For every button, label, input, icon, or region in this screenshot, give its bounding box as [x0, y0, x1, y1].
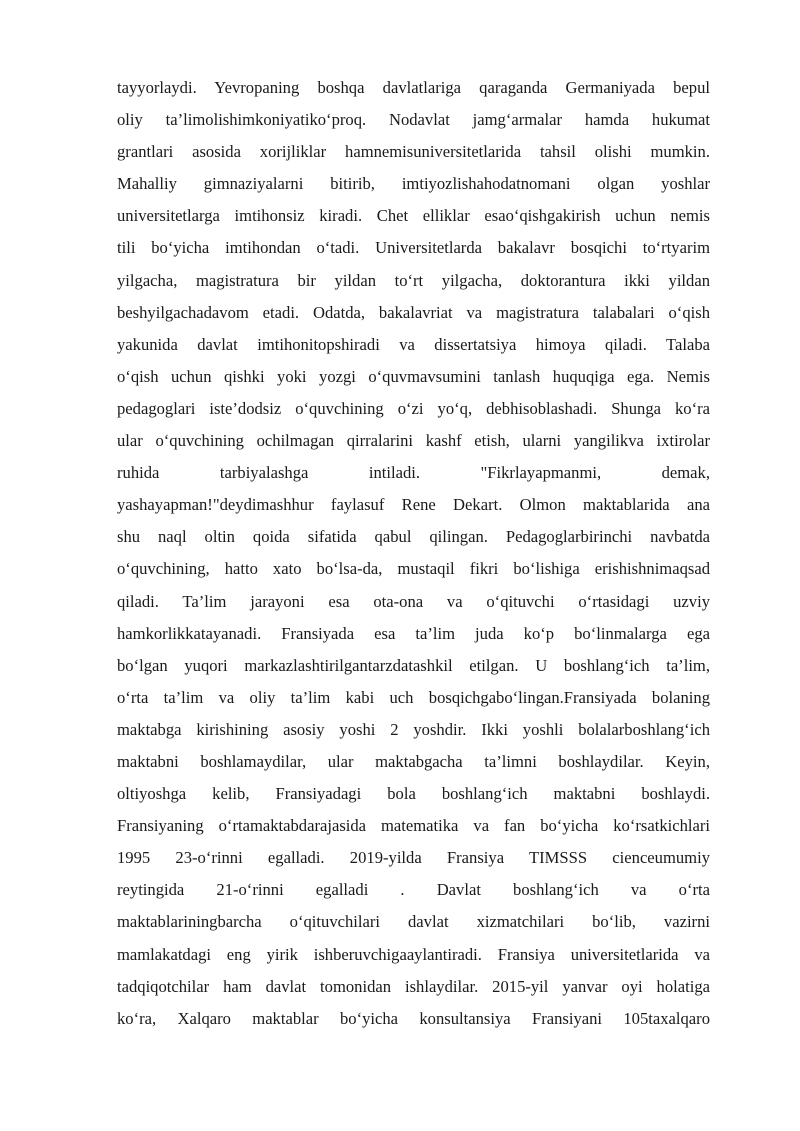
text-line: tayyorlaydi. Yevropaning boshqa davlatlariga qaraganda Germaniyada bepul — [117, 78, 710, 97]
text-line: shu naql oltin qoida sifatida qabul qilingan. Pedagoglarbirinchi navbatda — [117, 527, 710, 547]
text-line: yakunida davlat imtihonitopshiradi va dissertatsiya himoya qiladi. Talaba — [117, 334, 710, 354]
text-line: mamlakatdagi eng yirik ishberuvchigaaylantiradi. Fransiya universitetlarida va — [117, 944, 710, 964]
text-line: o‘quvchining, hatto xato bo‘lsa-da, mustaqil fikri bo‘lishiga erishishnimaqsad — [117, 559, 710, 579]
text-line: bo‘lgan yuqori markazlashtirilgantarzdatashkil etilgan. U boshlang‘ich ta’lim, — [117, 655, 710, 675]
text-line: maktabni boshlamaydilar, ular maktabgacha ta’limni boshlaydilar. Keyin, — [117, 751, 710, 771]
text-line: 1995 23-o‘rinni egalladi. 2019-yilda Fransiya TIMSSS cienceumumiy — [117, 848, 710, 868]
text-line: hamkorlikkatayanadi. Fransiyada esa ta’lim juda ko‘p bo‘linmalarga ega — [117, 623, 710, 643]
text-line: ular o‘quvchining ochilmagan qirralarini kashf etish, ularni yangilikva ixtirolar — [117, 431, 710, 451]
text-line: maktabga kirishining asosiy yoshi 2 yoshdir. Ikki yoshli bolalarboshlang‘ich — [117, 719, 710, 739]
text-line: oliy ta’limolishimkoniyatiko‘proq. Nodavlat jamg‘armalar hamda hukumat — [117, 110, 710, 130]
text-line: beshyilgachadavom etadi. Odatda, bakalavriat va magistratura talabalari o‘qish — [117, 302, 710, 322]
text-line: ruhida tarbiyalashga intiladi. "Fikrlayapmanmi, demak, — [117, 463, 710, 483]
text-line: Mahalliy gimnaziyalarni bitirib, imtiyozlishahodatnomani olgan yoshlar — [117, 174, 710, 194]
text-line: yashayapman!"deydimashhur faylasuf Rene Dekart. Olmon maktablarida ana — [117, 495, 710, 515]
text-line: maktablariningbarcha o‘qituvchilari davlat xizmatchilari bo‘lib, vazirni — [117, 912, 710, 932]
text-line: pedagoglari iste’dodsiz o‘quvchining o‘zi yo‘q, debhisoblashadi. Shunga ko‘ra — [117, 398, 710, 418]
text-line: yilgacha, magistratura bir yildan to‘rt yilgacha, doktorantura ikki yildan — [117, 270, 710, 290]
text-line: ko‘ra, Xalqaro maktablar bo‘yicha konsultansiya Fransiyani 105taxalqaro — [117, 1008, 710, 1028]
text-line: Fransiyaning o‘rtamaktabdarajasida matematika va fan bo‘yicha ko‘rsatkichlari — [117, 816, 710, 836]
text-line: o‘qish uchun qishki yoki yozgi o‘quvmavsumini tanlash huquqiga ega. Nemis — [117, 366, 710, 386]
text-line: universitetlarga imtihonsiz kiradi. Chet elliklar esao‘qishgakirish uchun nemis — [117, 206, 710, 226]
text-line: qiladi. Ta’lim jarayoni esa ota-ona va o‘qituvchi o‘rtasidagi uzviy — [117, 591, 710, 611]
text-line: o‘rta ta’lim va oliy ta’lim kabi uch bosqichgabo‘lingan.Fransiyada bolaning — [117, 687, 710, 707]
text-line: grantlari asosida xorijliklar hamnemisuniversitetlarida tahsil olishi mumkin. — [117, 142, 710, 162]
text-line: reytingida 21-o‘rinni egalladi . Davlat boshlang‘ich va o‘rta — [117, 880, 710, 900]
body-text — [117, 72, 710, 1035]
text-line: tili bo‘yicha imtihondan o‘tadi. Universitetlarda bakalavr bosqichi to‘rtyarim — [117, 238, 710, 258]
text-line: tadqiqotchilar ham davlat tomonidan ishlaydilar. 2015-yil yanvar oyi holatiga — [117, 976, 710, 996]
text-line: oltiyoshga kelib, Fransiyadagi bola boshlang‘ich maktabni boshlaydi. — [117, 784, 710, 804]
